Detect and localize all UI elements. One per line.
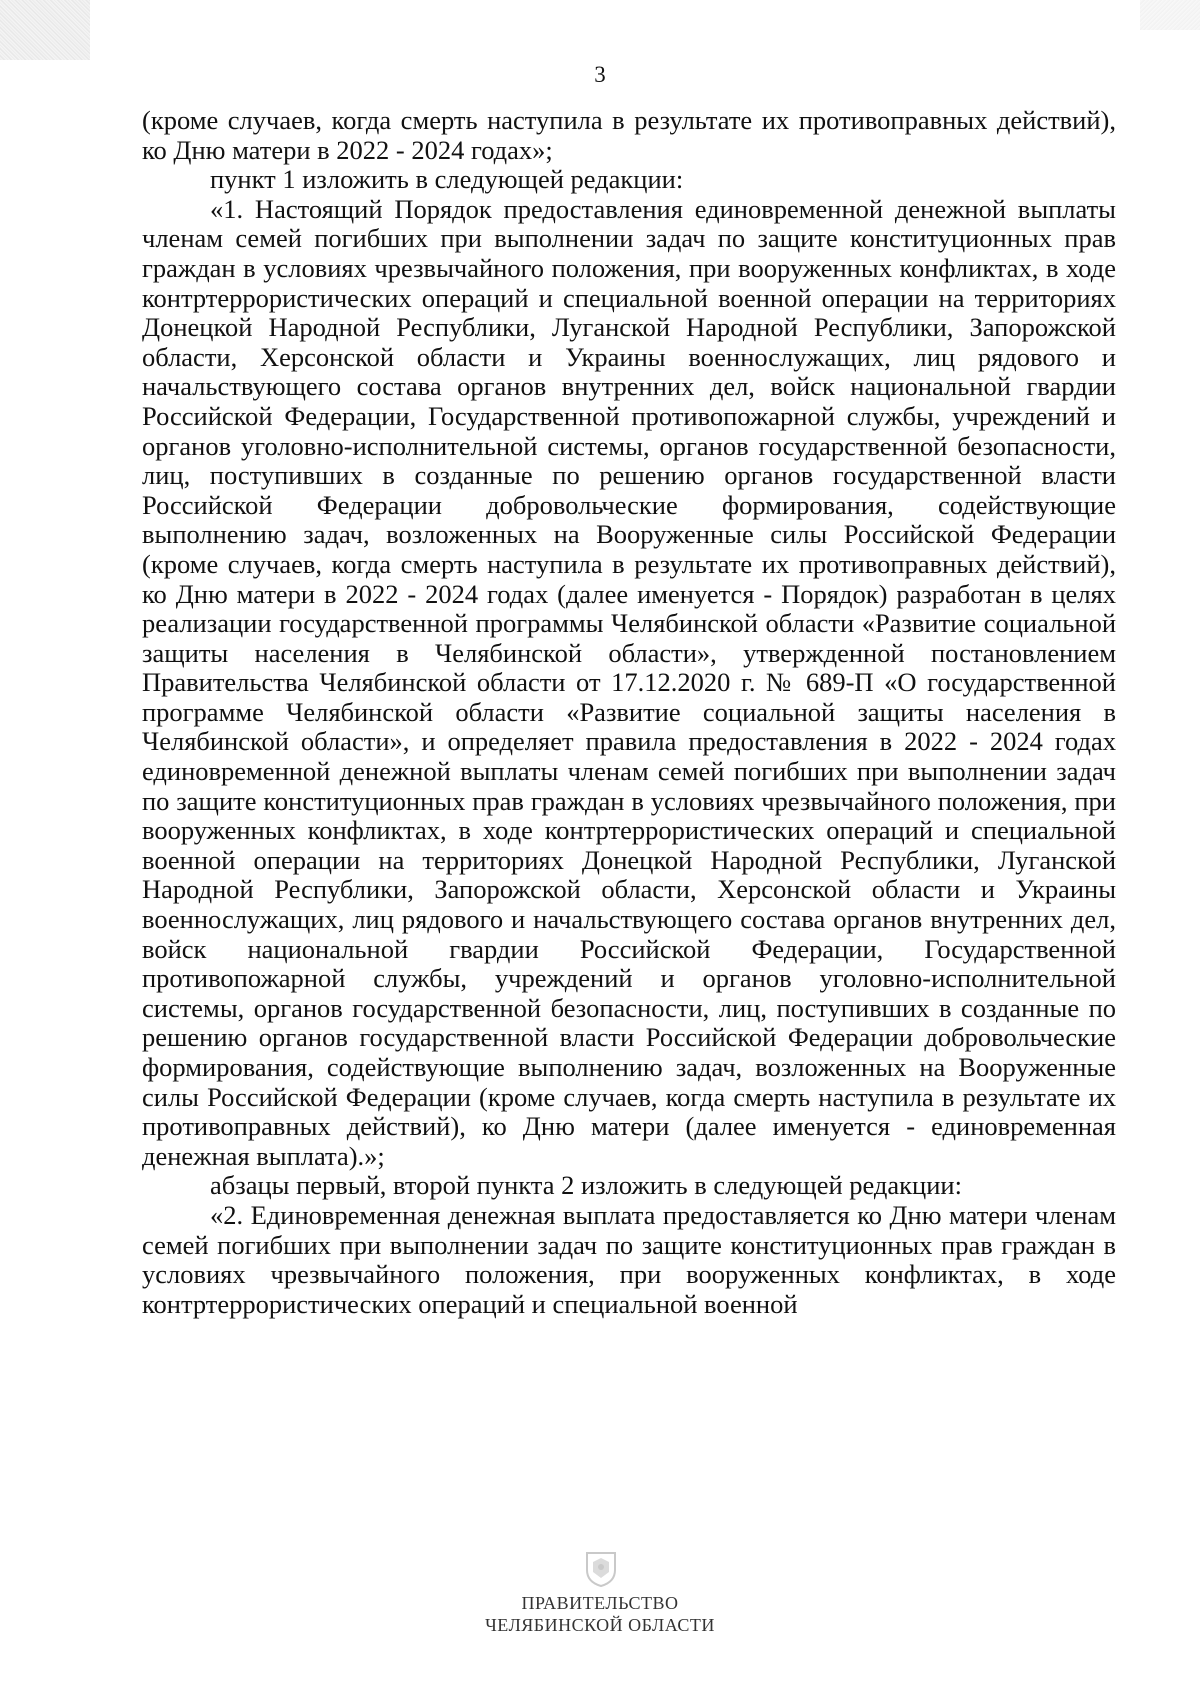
scan-artifact [0, 0, 90, 60]
paragraph-point-1-text: «1. Настоящий Порядок предоставления единовременной денежной выплаты членам семей погибших при выполнении задач по защите конституционных прав граждан в условиях чрезвычайного положения, при вооруженных конфликтах, в ходе контртеррористических операций и специальной военной операции на территориях Донецкой Народной Республики, Луганской Народной Республики, Запорожской области, Херсонской области и Украины военнослужащих, лиц рядового и начальствующего состава органов внутренних дел, войск национальной гвардии Российской Федерации, Государственной противопожарной службы, учреждений и органов уголовно-исполнительной системы, органов государственной безопасности, лиц, поступивших в созданные по решению органов государственной власти Российской Федерации добровольческие формирования, содействующие выполнению задач, возложенных на Вооруженные силы Российской Федерации (кроме случаев, когда смерть наступила в результате их противоправных действий), ко Дню матери в 2022 - 2024 годах (далее именуется - Порядок) разработан в целях реализации государственной программы Челябинской области «Развитие социальной защиты населения в Челябинской области», утвержденной постановлением Правительства Челябинской области от 17.12.2020 г. № 689-П «О государственной программе Челябинской области «Развитие социальной защиты населения в Челябинской области», и определяет правила предоставления в 2022 - 2024 годах единовременной денежной выплаты членам семей погибших при выполнении задач по защите конституционных прав граждан в условиях чрезвычайного положения, при вооруженных конфликтах, в ходе контртеррористических операций и специальной военной операции на территориях Донецкой Народной Республики, Луганской Народной Республики, Запорожской области, Херсонской области и Украины военнослужащих, лиц рядового и начальствующего состава органов внутренних дел, войск национальной гвардии Российской Федерации, Государственной противопожарной службы, учреждений и органов уголовно-исполнительной системы, органов государственной безопасности, лиц, поступивших в созданные по решению органов государственной власти Российской Федерации добровольческие формирования, содействующие выполнению задач, возложенных на Вооруженные силы Российской Федерации (кроме случаев, когда смерть наступила в результате их противоправных действий), ко Дню матери (далее именуется - единовременная денежная выплата).»; [142, 193, 1116, 1171]
document-body [142, 106, 1116, 1319]
paragraph-amendment-point-2: абзацы первый, второй пункта 2 изложить в следующей редакции: [210, 1170, 962, 1201]
scan-artifact-right [1140, 0, 1200, 30]
coat-of-arms-icon [584, 1550, 618, 1588]
paragraph-continuation: (кроме случаев, когда смерть наступила в результате их противоправных действий), ко Дню матери в 2022 - 2024 годах»; [142, 105, 1116, 165]
paragraph-amendment-point-1: пункт 1 изложить в следующей редакции: [210, 164, 684, 195]
footer-line-1: ПРАВИТЕЛЬСТВО [521, 1593, 679, 1613]
paragraph-point-2-text: «2. Единовременная денежная выплата предоставляется ко Дню матери членам семей погибших при выполнении задач по защите конституционных прав граждан в условиях чрезвычайного положения, при вооруженных конфликтах, в ходе контртеррористических операций и специальной военной [142, 1199, 1116, 1319]
footer-stamp [0, 1592, 1200, 1636]
footer-line-2: ЧЕЛЯБИНСКОЙ ОБЛАСТИ [485, 1615, 715, 1635]
page-number: 3 [594, 62, 606, 87]
